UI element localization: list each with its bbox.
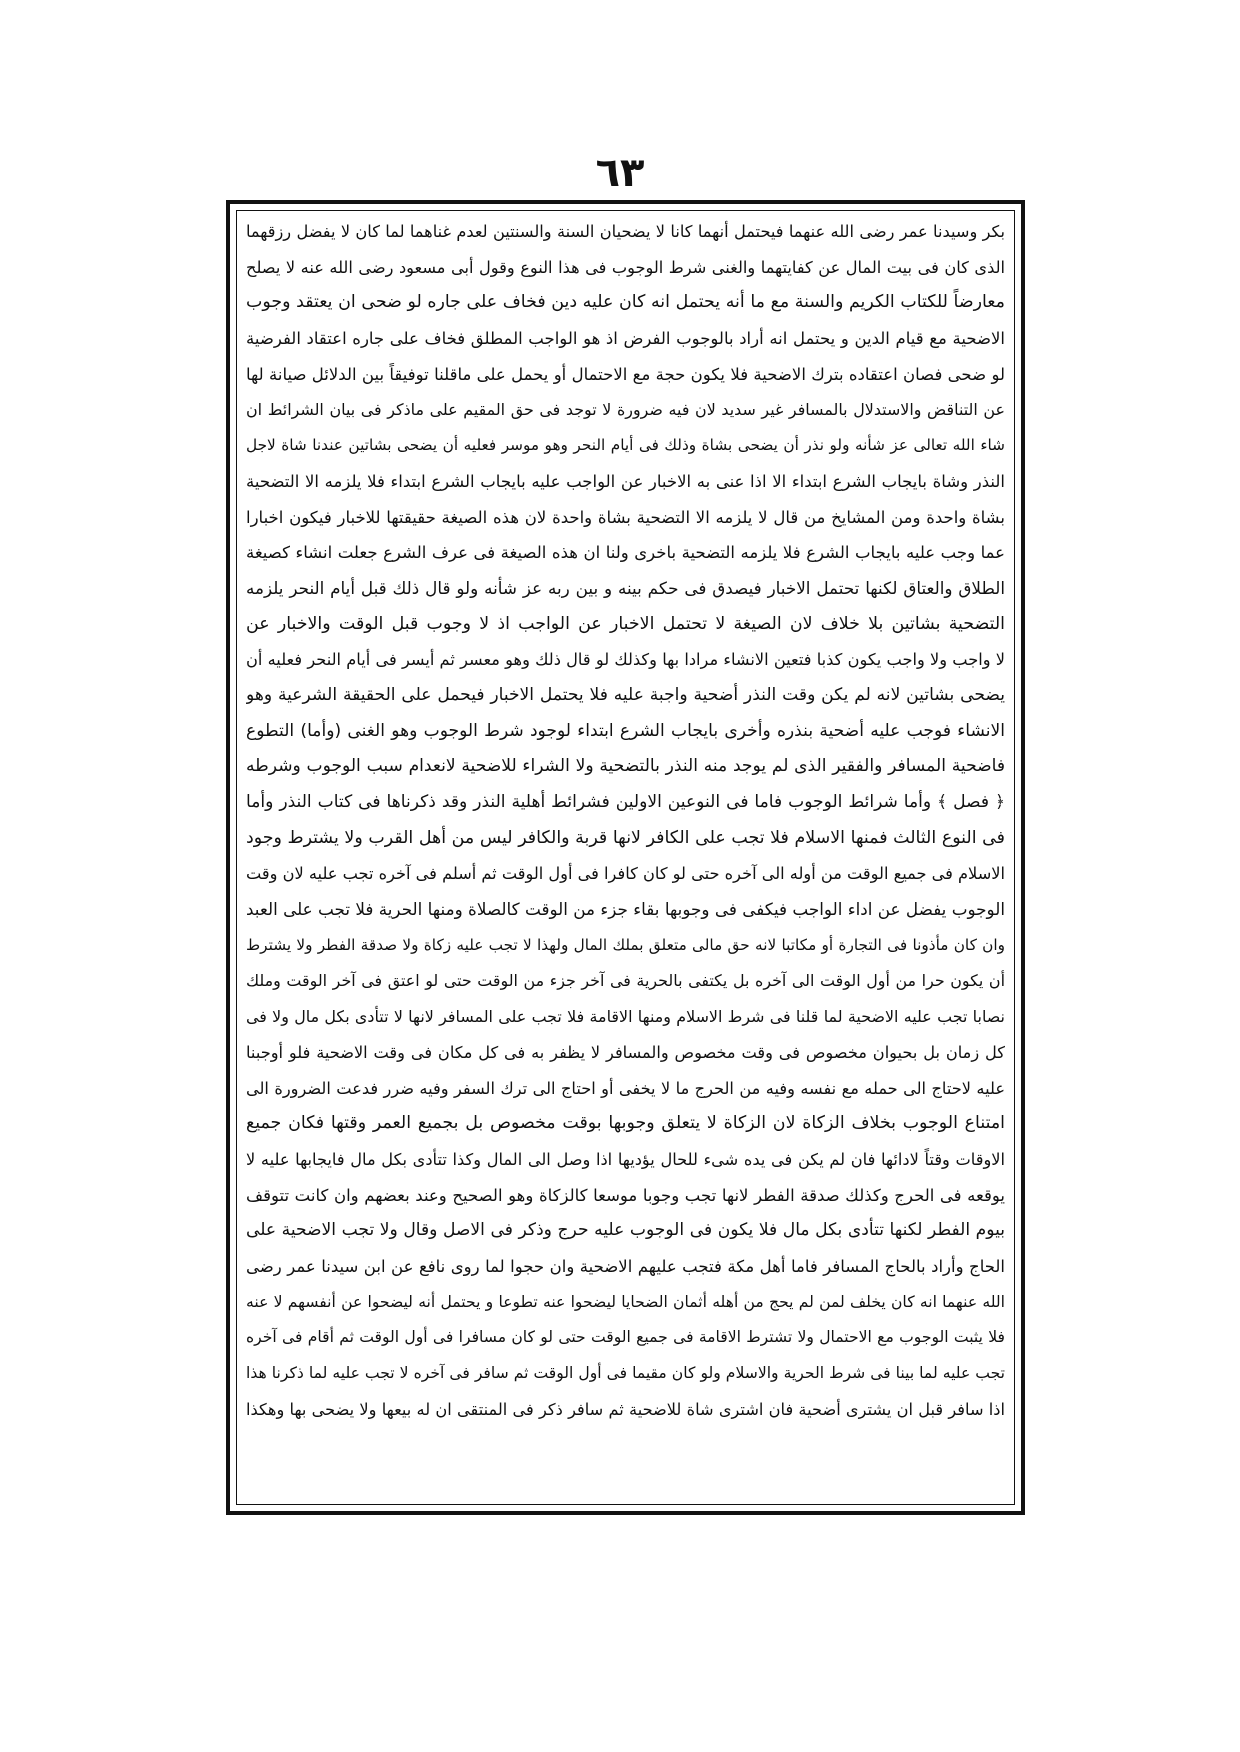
text-line: وان كان مأذونا فى التجارة أو مكاتبا لانه حق مالى متعلق بملك المال ولهذا لا تجب عليه زكاة ولا صدقة الفطر ولا يشترط <box>246 935 1005 954</box>
text-line: معارضاً للكتاب الكريم والسنة مع ما أنه يحتمل انه كان عليه دين فخاف على جاره لو ضحى ان يعتقد وجوب <box>246 292 1005 313</box>
text-line: عن التناقض والاستدلال بالمسافر غير سديد لان فيه ضرورة لا توجد فى حق المقيم على ماذكر فى بيان الشرائط ان <box>246 400 1005 420</box>
text-line: تجب عليه لما بينا فى شرط الحرية والاسلام ولو كان مقيما فى أول الوقت ثم سافر فى آخره لا تجب عليه لما ذكرنا هذا <box>246 1364 1005 1382</box>
text-line: فلا يثبت الوجوب مع الاحتمال ولا تشترط الاقامة فى جميع الوقت حتى لو كان مسافرا فى أول الوقت ثم أقام فى آخره <box>246 1328 1005 1347</box>
text-line: الحاج وأراد بالحاج المسافر فاما أهل مكة فتجب عليهم الاضحية وان حجوا لما روى نافع عن ابن سيدنا عمر رضى <box>246 1256 1005 1276</box>
text-line: النذر وشاة بايجاب الشرع ابتداء الا اذا عنى به الاخبار عن الواجب عليه بايجاب الشرع ابتداء فلا يلزمه الا التضحية <box>246 471 1005 491</box>
text-line: الله عنهما انه كان يخلف لمن لم يحج من أهله أثمان الضحايا ليضحوا عنه تطوعا و يحتمل أنه ليضحوا عن أنفسهم لا عنه <box>246 1292 1005 1311</box>
text-line: الوجوب يفضل عن اداء الواجب فيكفى فى وجوبها بقاء جزء من الوقت كالصلاة ومنها الحرية فلا تجب على العبد <box>246 899 1005 920</box>
text-line: نصابا تجب عليه الاضحية لما قلنا فى شرط الاسلام ومنها الاقامة فلا تجب على المسافر لانها لا تتأدى بكل مال ولا فى <box>246 1007 1005 1027</box>
text-line: لو ضحى فصان اعتقاده بترك الاضحية فلا يكون حجة مع الاحتمال أو يحمل على ماقلنا توفيقاً بين الدلائل صيانة لها <box>246 364 1005 384</box>
text-line: لا واجب ولا واجب يكون كذبا فتعين الانشاء مرادا بها وكذلك لو قال ذلك وهو معسر ثم أيسر فى أيام النحر فعليه أن <box>246 650 1005 670</box>
text-line: فاضحية المسافر والفقير الذى لم يوجد منه النذر بالتضحية ولا الشراء للاضحية لانعدام سبب الوجوب وشرطه <box>246 756 1005 777</box>
text-line: الطلاق والعتاق لكنها تحتمل الاخبار فيصدق فى حكم بينه و بين ربه عز شأنه ولو قال ذلك قبل أيام النحر يلزمه <box>246 577 1005 598</box>
text-line: عما وجب عليه بايجاب الشرع فلا يلزمه التضحية باخرى ولنا ان هذه الصيغة فى عرف الشرع جعلت انشاء كصيغة <box>246 543 1005 563</box>
text-line: الاضحية مع قيام الدين و يحتمل انه أراد بالوجوب الفرض اذ هو الواجب المطلق فخاف على جاره اعتقاد الفرضية <box>246 329 1005 349</box>
text-line: شاء الله تعالى عز شأنه ولو نذر أن يضحى بشاة وذلك فى أيام النحر وهو موسر فعليه أن يضحى بشاتين عندنا شاة لاجل <box>246 436 1005 455</box>
section-heading-line: ﴿ فصل ﴾ وأما شرائط الوجوب فاما فى النوعين الاولين فشرائط أهلية النذر وقد ذكرناها فى كتاب النذر وأما <box>246 792 1005 812</box>
text-line: بكر وسيدنا عمر رضى الله عنهما فيحتمل أنهما كانا لا يضحيان السنة والسنتين لعدم غناهما لما كان لا يفضل رزقهما <box>246 222 1005 241</box>
text-line: الاسلام فى جميع الوقت من أوله الى آخره حتى لو كان كافرا فى أول الوقت ثم أسلم فى آخره تجب عليه لان وقت <box>246 864 1005 884</box>
text-line: أن يكون حرا من أول الوقت الى آخره بل يكتفى بالحرية فى آخر جزء من الوقت حتى لو اعتق فى آخر الوقت وملك <box>246 971 1005 991</box>
text-line: امتناع الوجوب بخلاف الزكاة لان الزكاة لا يتعلق وجوبها بوقت مخصوص بل بجميع العمر وقتها فكان جميع <box>246 1113 1005 1134</box>
page-number: ٦٣ <box>595 150 645 196</box>
text-line: فى النوع الثالث فمنها الاسلام فلا تجب على الكافر لانها قربة والكافر ليس من أهل القرب ولا يشترط وجود <box>246 827 1005 848</box>
text-line: الانشاء فوجب عليه أضحية بنذره وأخرى بايجاب الشرع ابتداء لوجود شرط الوجوب وهو الغنى (وأما) التطوع <box>246 720 1005 741</box>
text-line: يوقعه فى الحرج وكذلك صدقة الفطر لانها تجب وجوبا موسعا كالزكاة وهو الصحيح وعند بعضهم وان كانت تتوقف <box>246 1185 1005 1205</box>
body-text <box>246 214 1005 1501</box>
text-line: اذا سافر قبل ان يشترى أضحية فان اشترى شاة للاضحية ثم سافر ذكر فى المنتقى ان له بيعها ولا يضحى بها وهكذا <box>246 1399 1005 1419</box>
text-line: الاوقات وقتاً لادائها فان لم يكن فى يده شىء للحال يؤديها اذا وصل الى المال وكذا تتأدى بكل مال فايجابها عليه لا <box>246 1149 1005 1169</box>
text-line: بشاة واحدة ومن المشايخ من قال لا يلزمه الا التضحية بشاة واحدة لان هذه الصيغة حقيقتها للاخبار فيكون اخبارا <box>246 507 1005 527</box>
text-line: كل زمان بل بحيوان مخصوص فى وقت مخصوص والمسافر لا يظفر به فى كل مكان فى وقت الاضحية فلو أوجبنا <box>246 1042 1005 1062</box>
text-line: التضحية بشاتين بلا خلاف لان الصيغة لا تحتمل الاخبار عن الواجب اذ لا وجوب قبل الوقت والاخبار عن <box>246 613 1005 634</box>
text-line: الذى كان فى بيت المال عن كفايتهما والغنى شرط الوجوب فى هذا النوع وقول أبى مسعود رضى الله عنه لا يصلح <box>246 257 1005 277</box>
text-line: يضحى بشاتين لانه لم يكن وقت النذر أضحية واجبة عليه فلا يحتمل الاخبار فيحمل على الحقيقة الشرعية وهو <box>246 684 1005 705</box>
text-line: بيوم الفطر لكنها تتأدى بكل مال فلا يكون فى الوجوب عليه حرج وذكر فى الاصل وقال ولا تجب الاضحية على <box>246 1220 1005 1241</box>
text-line: عليه لاحتاج الى حمله مع نفسه وفيه من الحرج ما لا يخفى أو احتاج الى ترك السفر وفيه ضرر فدعت الضرورة الى <box>246 1078 1005 1098</box>
